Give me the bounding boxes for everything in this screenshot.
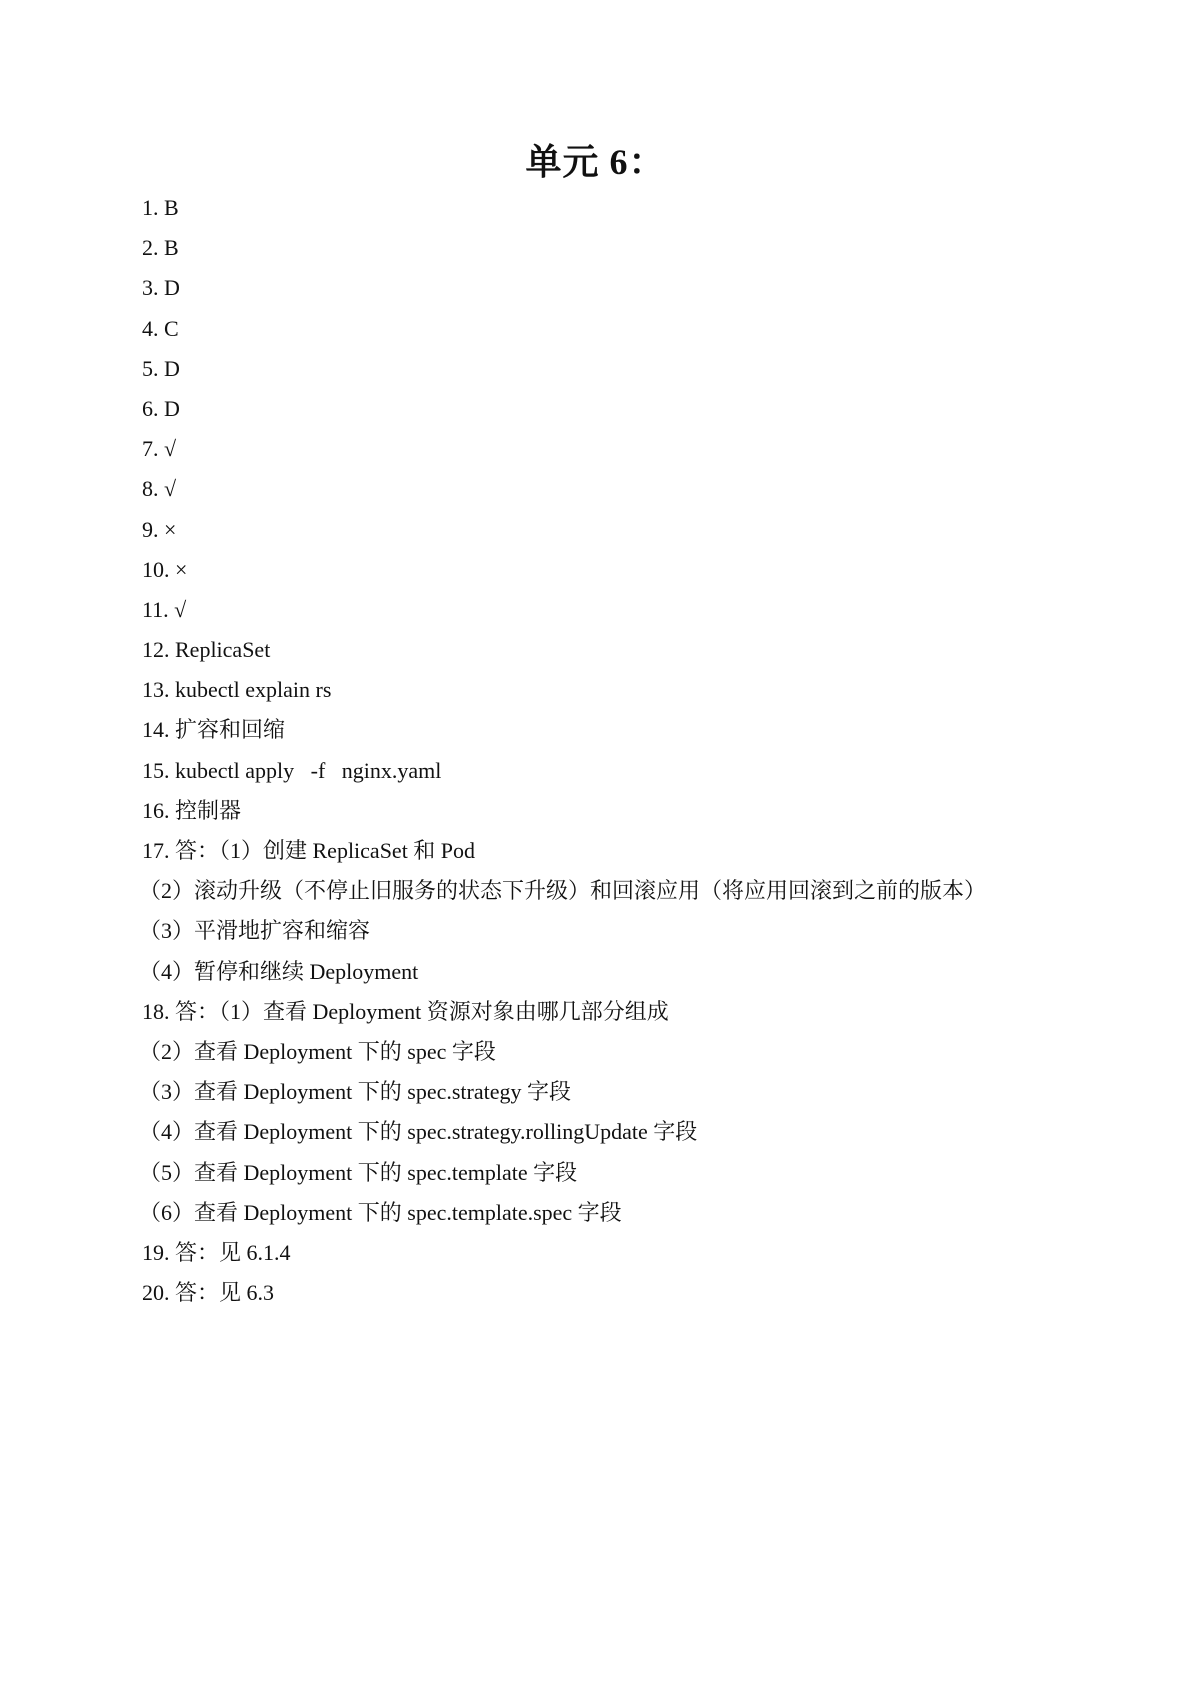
- answer-line-11: 11. √: [142, 596, 187, 622]
- answer-line-15: 15. kubectl apply -f nginx.yaml: [142, 757, 442, 783]
- answer-17-item-3: （3）平滑地扩容和缩容: [139, 918, 371, 944]
- answer-line-14: 14. 扩容和回缩: [142, 717, 286, 743]
- answer-17-item-4: （4）暂停和继续 Deployment: [139, 958, 419, 984]
- answer-line-7: 7. √: [142, 436, 177, 462]
- answer-list: [139, 188, 1102, 1313]
- answer-line-18: 18. 答：（1）查看 Deployment 资源对象由哪几部分组成: [142, 998, 669, 1024]
- answer-line-16: 16. 控制器: [142, 797, 242, 823]
- answer-line-6: 6. D: [142, 395, 180, 421]
- answer-line-4: 4. C: [142, 315, 179, 341]
- answer-line-8: 8. √: [142, 476, 177, 502]
- answer-17-item-2: （2）滚动升级（不停止旧服务的状态下升级）和回滚应用（将应用回滚到之前的版本）: [139, 878, 987, 904]
- answer-line-5: 5. D: [142, 355, 180, 381]
- answer-line-2: 2. B: [142, 235, 179, 261]
- answer-18-item-2: （2）查看 Deployment 下的 spec 字段: [139, 1038, 496, 1064]
- answer-line-12: 12. ReplicaSet: [142, 637, 271, 663]
- answer-line-1: 1. B: [142, 195, 179, 220]
- answer-18-item-3: （3）查看 Deployment 下的 spec.strategy 字段: [139, 1079, 571, 1105]
- answer-line-13: 13. kubectl explain rs: [142, 677, 332, 703]
- answer-line-17: 17. 答：（1）创建 ReplicaSet 和 Pod: [142, 838, 476, 863]
- answer-18-item-5: （5）查看 Deployment 下的 spec.template 字段: [139, 1159, 578, 1185]
- answer-line-3: 3. D: [142, 275, 180, 301]
- answer-line-9: 9. ×: [142, 516, 177, 542]
- answer-18-item-6: （6）查看 Deployment 下的 spec.template.spec 字段: [139, 1199, 622, 1225]
- page-title: 单元 6：: [525, 142, 666, 182]
- answer-line-10: 10. ×: [142, 556, 188, 582]
- answer-18-item-4: （4）查看 Deployment 下的 spec.strategy.rollingUpdate 字段: [139, 1119, 698, 1145]
- answer-line-20: 20. 答：见 6.3: [142, 1280, 275, 1306]
- answer-line-19: 19. 答：见 6.1.4: [142, 1239, 291, 1265]
